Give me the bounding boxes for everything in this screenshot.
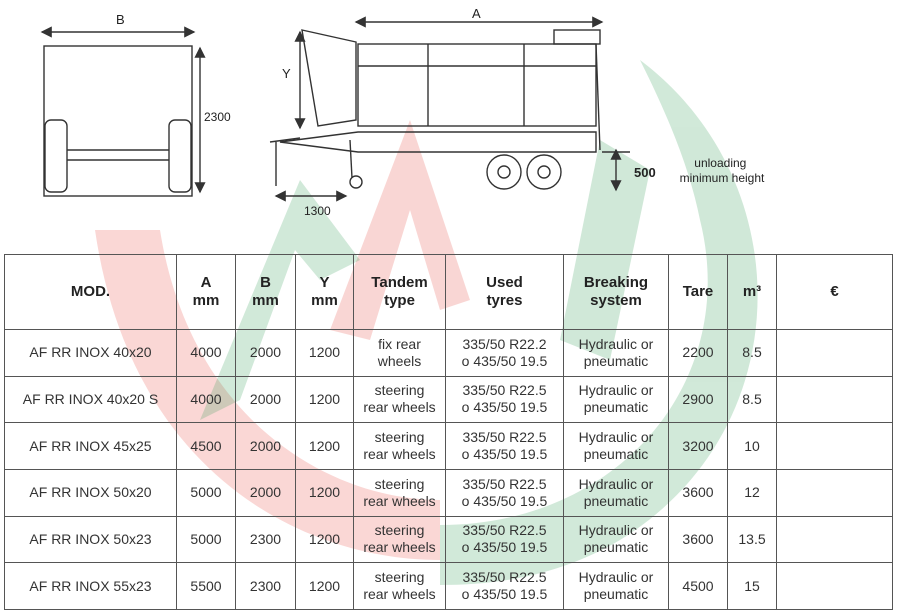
header-model: MOD.	[5, 255, 177, 330]
dim-y-label: Y	[282, 66, 291, 81]
cell-tandem-type: steering rear wheels	[354, 516, 446, 563]
cell-y: 1200	[296, 469, 354, 516]
cell-tandem-type: steering rear wheels	[354, 376, 446, 423]
cell-volume: 10	[728, 423, 777, 470]
cell-model: AF RR INOX 40x20	[5, 330, 177, 377]
dim-height-value: 2300	[204, 110, 231, 124]
cell-price	[777, 423, 893, 470]
cell-y: 1200	[296, 423, 354, 470]
cell-y: 1200	[296, 330, 354, 377]
dim-unload-value: 500	[634, 165, 656, 180]
cell-used-tyres: 335/50 R22.5 o 435/50 19.5	[446, 423, 564, 470]
cell-a: 5500	[177, 563, 236, 610]
cell-b: 2000	[236, 469, 296, 516]
cell-b: 2000	[236, 376, 296, 423]
header-used-tyres: Used tyres	[446, 255, 564, 330]
dim-a-label: A	[472, 6, 481, 21]
cell-b: 2300	[236, 563, 296, 610]
header-volume: m³	[728, 255, 777, 330]
cell-model: AF RR INOX 50x23	[5, 516, 177, 563]
cell-tare: 2200	[669, 330, 728, 377]
cell-price	[777, 330, 893, 377]
cell-tare: 4500	[669, 563, 728, 610]
front-view	[42, 32, 200, 196]
trailer-technical-drawing	[0, 0, 897, 240]
cell-y: 1200	[296, 563, 354, 610]
table-row	[5, 516, 893, 563]
cell-model: AF RR INOX 55x23	[5, 563, 177, 610]
cell-a: 5000	[177, 516, 236, 563]
cell-b: 2000	[236, 423, 296, 470]
cell-a: 4000	[177, 330, 236, 377]
table-header-row	[5, 255, 893, 330]
cell-tandem-type: steering rear wheels	[354, 563, 446, 610]
dim-b-label: B	[116, 12, 125, 27]
header-y: Y mm	[296, 255, 354, 330]
cell-used-tyres: 335/50 R22.5 o 435/50 19.5	[446, 516, 564, 563]
cell-price	[777, 563, 893, 610]
cell-volume: 8.5	[728, 376, 777, 423]
cell-tare: 3200	[669, 423, 728, 470]
cell-breaking-system: Hydraulic or pneumatic	[564, 330, 669, 377]
header-price: €	[777, 255, 893, 330]
unload-height-caption: unloading minimum height	[679, 156, 765, 185]
cell-volume: 8.5	[728, 330, 777, 377]
cell-price	[777, 376, 893, 423]
cell-tare: 3600	[669, 469, 728, 516]
cell-a: 4500	[177, 423, 236, 470]
cell-tandem-type: steering rear wheels	[354, 423, 446, 470]
cell-a: 5000	[177, 469, 236, 516]
table-row	[5, 563, 893, 610]
table-row	[5, 469, 893, 516]
cell-tandem-type: steering rear wheels	[354, 469, 446, 516]
cell-y: 1200	[296, 376, 354, 423]
cell-used-tyres: 335/50 R22.5 o 435/50 19.5	[446, 469, 564, 516]
dim-drawbar-value: 1300	[304, 204, 331, 218]
cell-used-tyres: 335/50 R22.5 o 435/50 19.5	[446, 563, 564, 610]
side-view	[270, 22, 630, 196]
cell-y: 1200	[296, 516, 354, 563]
cell-tare: 2900	[669, 376, 728, 423]
cell-volume: 15	[728, 563, 777, 610]
header-breaking-system: Breaking system	[564, 255, 669, 330]
header-tandem-type: Tandem type	[354, 255, 446, 330]
cell-breaking-system: Hydraulic or pneumatic	[564, 563, 669, 610]
cell-volume: 12	[728, 469, 777, 516]
cell-price	[777, 516, 893, 563]
cell-breaking-system: Hydraulic or pneumatic	[564, 376, 669, 423]
table-row	[5, 330, 893, 377]
header-tare: Tare	[669, 255, 728, 330]
cell-breaking-system: Hydraulic or pneumatic	[564, 423, 669, 470]
cell-breaking-system: Hydraulic or pneumatic	[564, 469, 669, 516]
cell-model: AF RR INOX 45x25	[5, 423, 177, 470]
cell-used-tyres: 335/50 R22.2 o 435/50 19.5	[446, 330, 564, 377]
cell-a: 4000	[177, 376, 236, 423]
cell-model: AF RR INOX 50x20	[5, 469, 177, 516]
header-b: B mm	[236, 255, 296, 330]
header-a: A mm	[177, 255, 236, 330]
cell-b: 2300	[236, 516, 296, 563]
cell-volume: 13.5	[728, 516, 777, 563]
table-body	[5, 330, 893, 610]
cell-tandem-type: fix rear wheels	[354, 330, 446, 377]
cell-breaking-system: Hydraulic or pneumatic	[564, 516, 669, 563]
table-row	[5, 423, 893, 470]
table-row	[5, 376, 893, 423]
spec-table	[4, 254, 893, 610]
cell-price	[777, 469, 893, 516]
cell-model: AF RR INOX 40x20 S	[5, 376, 177, 423]
cell-used-tyres: 335/50 R22.5 o 435/50 19.5	[446, 376, 564, 423]
cell-tare: 3600	[669, 516, 728, 563]
cell-b: 2000	[236, 330, 296, 377]
